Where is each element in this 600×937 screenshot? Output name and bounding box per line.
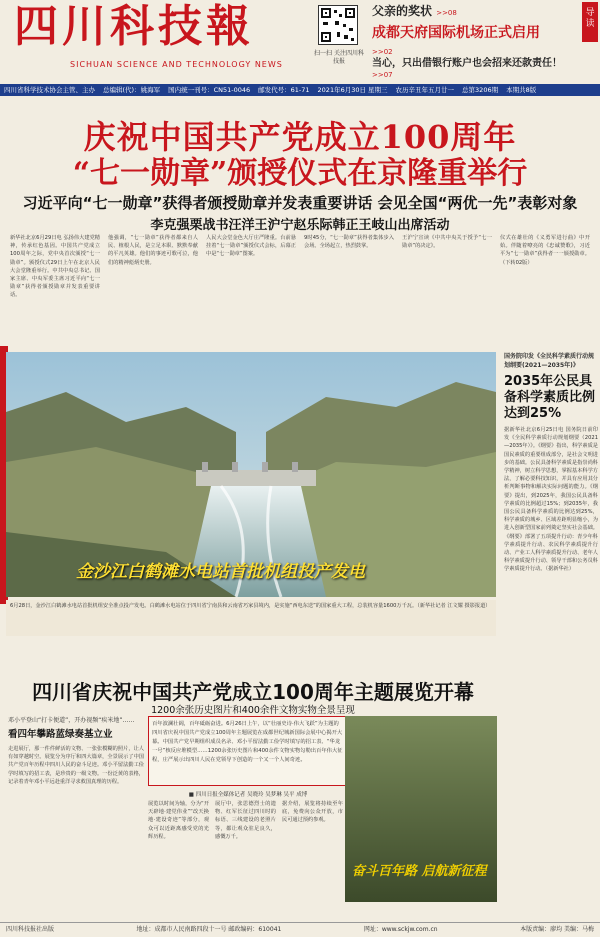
lead-col: 王沪宁宣读《中共中央关于授予“七一勋章”的决定》。	[402, 235, 492, 250]
teaser-3[interactable]: 当心，只出借银行账户也会招来还款责任！ >>07	[372, 58, 562, 79]
left-title[interactable]: 看四年攀路蓝绿奏基立业	[8, 729, 113, 740]
section2-summary-box: 百年波澜壮阔，百年砥砺奋进。6月26日上午，以“壮丽史诗·伟大飞跃”为主题的四川省庆祝中国共产党成立100周年主题展览在成都世纪城新国际会展中心揭开大幕。中国共产党早期组织成员名录、邓小平留法勤工俭学时填写的招工表、“华龙一号”核反应堆模型……1200余张历史图片和400余件文物实物勾勒出百年伟大征程，庄严展示出四川人民在党领导下创造的一个又一个人间奇迹。	[148, 716, 348, 786]
footer	[0, 922, 600, 937]
footer-website[interactable]: 网址：www.sckjw.com.cn	[363, 926, 438, 933]
info-sponsor: 四川省科学技术协会主管、主办	[4, 86, 95, 94]
body-col: 展览以时间为轴，分为“开天辟地·建党伟业”“改天换地·建设奇迹”等部分，观众可以近距离感受党的光辉历程。	[148, 801, 209, 840]
side-title[interactable]: 2035年公民具备科学素质比例达到25%	[504, 374, 596, 421]
section2-title[interactable]: 四川省庆祝中国共产党成立100周年主题展览开幕	[32, 680, 474, 704]
info-bar	[0, 84, 600, 96]
info-cn: 国内统一刊号：CN51-0046	[168, 86, 251, 94]
section2-left-column	[8, 716, 144, 914]
side-pretitle: 国务院印发《全民科学素质行动规划纲要(2021—2035年)》	[504, 353, 595, 369]
side-body: 据新华社北京6月25日电 国务院日前印发《全民科学素质行动规划纲要（2021—2035年）》。《纲要》指出，科学素质是国民素质的重要组成部分，是社会文明进步的基础。公民具备科学素质是指崇尚科学精神，树立科学思想，掌握基本科学方法，了解必要科技知识，并具有应用其分析判断事物和解决实际问题的能力。《纲要》提出，到2025年，我国公民具备科学素质的比例超过15%；到2035年，我国公民具备科学素质的比例达到25%，科学素质的城乡、区域差距明显缩小，为进入创新型国家前列奠定坚实社会基础。《纲要》部署了五项提升行动：青少年科学素质提升行动、农民科学素质提升行动、产业工人科学素质提升行动、老年人科学素质提升行动、领导干部和公务员科学素质提升行动。（据新华社）	[504, 427, 598, 573]
lead-col: 他强调，“七一勋章”获得者都来自人民、植根人民，是立足本职、默默奉献的平凡英雄。他们的事迹可歌可泣，他们的精神彪炳史册。	[108, 235, 198, 266]
lead-col: 9时45分，“七一勋章”获得者集体步入会场。全场起立，热烈鼓掌。	[304, 235, 394, 250]
logo-text: 四川科技報	[14, 1, 254, 52]
info-lunar: 农历辛丑年五月廿一	[395, 86, 455, 94]
footer-editor: 本版责编：廖均 美编：马梅	[520, 926, 594, 933]
lead-col: 仪式在雄壮的《义勇军进行曲》中开始。伴随着嘹亮的《忠诚赞歌》，习近平为“七一勋章”获得者一一颁授勋章。（下转02版）	[500, 235, 590, 266]
section2-byline: ■ 四川日报全媒体记者 吴晓玲 吴梦琳 吴平 成博	[188, 792, 308, 798]
footer-address: 地址：成都市人民南路四段十一号 邮政编码：610041	[136, 926, 282, 933]
photo-title: 金沙江白鹤滩水电站首批机组投产发电	[76, 562, 365, 582]
footer-publisher: 四川科技报社出版	[6, 926, 55, 933]
newspaper-logo	[14, 1, 274, 52]
section2-body	[148, 800, 343, 912]
info-pages: 本期共8版	[506, 86, 537, 94]
body-col: 展厅中，张思德烈士的遗物、红军长征过四川时的标语、三线建设的老照片等，都让观众驻足良久，感慨万千。	[215, 801, 276, 840]
section2-subtitle: 1200余张历史图片和400余件文物实物全景呈现	[151, 705, 355, 716]
guide-label: 导读	[582, 2, 598, 42]
lead-subhead-1: 习近平向“七一勋章”获得者颁授勋章并发表重要讲话 会见全国“两优一先”表彰对象	[22, 194, 578, 212]
info-postcode: 邮发代号：61-71	[258, 86, 310, 94]
logo-english: SICHUAN SCIENCE AND TECHNOLOGY NEWS	[70, 60, 283, 69]
lead-col: 人民大会堂金色大厅庄严隆重。台前悬挂着“七一勋章”颁授仪式会标，后幕正中是“七一勋章”图案。	[206, 235, 296, 258]
body-col: 据介绍，展览将持续至年底，免费向公众开放，市民可通过预约参观。	[282, 801, 343, 824]
lead-subhead-2: 李克强栗战书汪洋王沪宁赵乐际韩正王岐山出席活动	[150, 218, 450, 233]
info-editor: 总编辑(代)：姚海军	[103, 86, 161, 94]
banner-slogan: 奋斗百年路 启航新征程	[352, 864, 487, 879]
lead-headline-1[interactable]: 庆祝中国共产党成立100周年	[83, 118, 517, 156]
left-body: 走进展厅，那一件件鲜活的文物、一张张模糊的照片，让人有如穿越时空。展览分为序厅和四大篇章，全景展示了中国共产党百年历程中四川人民的奋斗足迹。邓小平留法勤工俭学时填写的招工表，是珍贵的一级文物。一份泛黄的表格，记录着青年邓小平远赴重洋寻求救国真理的历程。	[8, 746, 144, 785]
left-pretitle: 邓小平登山“打卡便道”，开办视频“疾米地”……	[8, 717, 135, 724]
photo-caption: 6月28日，金沙江白鹤滩水电站首批机组安全准点投产发电。白鹤滩水电站位于四川省宁南县和云南省巧家县境内，是实施“西电东送”的国家重大工程，总装机容量1600万千瓦。（新华社记者 江文耀 摄影报道）	[6, 600, 496, 636]
info-date: 2021年6月30日 星期三	[317, 86, 388, 94]
lead-article	[10, 234, 590, 346]
teaser-1[interactable]: 父亲的奖状 >>08	[372, 4, 457, 18]
qr-code-icon[interactable]	[318, 5, 358, 45]
qr-label: 扫一扫 关注四川科技报	[314, 50, 364, 65]
dam-photo[interactable]	[6, 352, 496, 597]
info-issue: 总第3206期	[462, 86, 499, 94]
teaser-2[interactable]: 成都天府国际机场正式启用 >>02	[372, 25, 540, 56]
side-article	[504, 352, 598, 912]
lead-col: 新华社北京6月29日电 弘扬伟大建党精神，传承红色基因。中国共产党成立100周年之际，党中央首次颁授“七一勋章”。颁授仪式29日上午在北京人民大会堂隆重举行。中共中央总书记、国家主席、中央军委主席习近平向“七一勋章”获得者颁授勋章并发表重要讲话。	[10, 235, 100, 299]
lead-headline-2[interactable]: “七一勋章”颁授仪式在京隆重举行	[72, 156, 528, 191]
